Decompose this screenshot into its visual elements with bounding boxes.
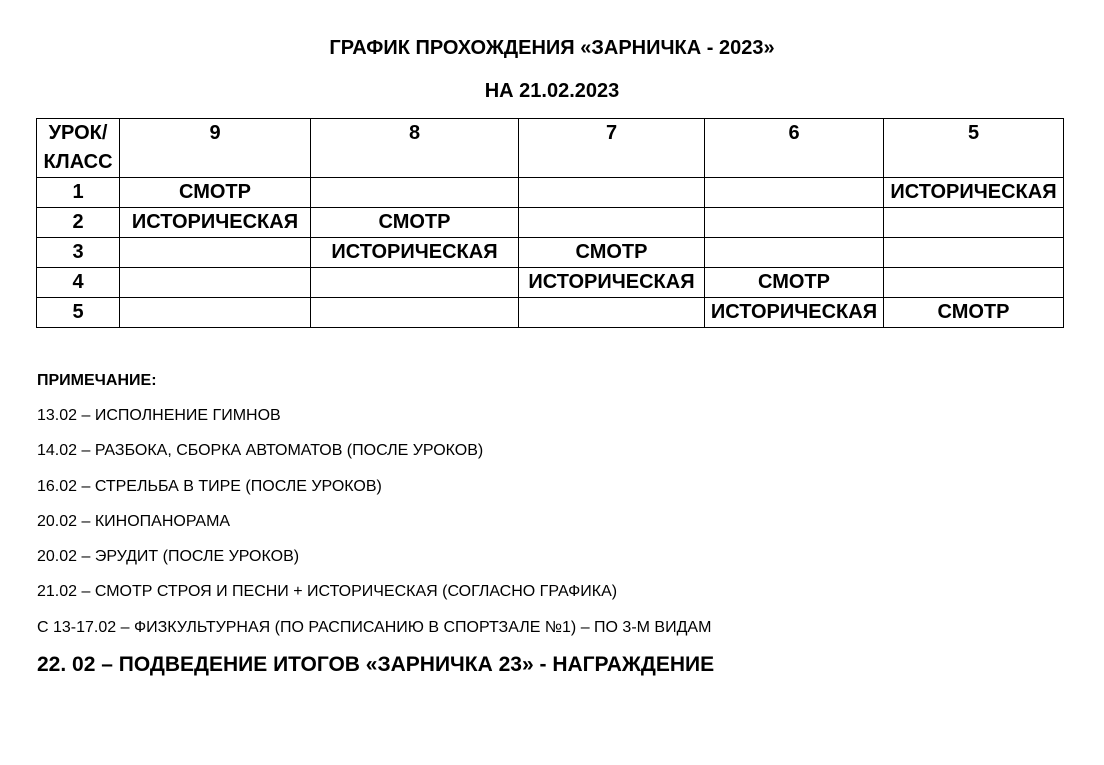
table-cell: ИСТОРИЧЕСКАЯ — [120, 208, 311, 238]
table-cell — [519, 178, 705, 208]
column-header-grade-8: 8 — [311, 119, 519, 178]
lesson-number-cell: 4 — [37, 268, 120, 298]
table-row — [37, 298, 1064, 328]
table-row — [37, 208, 1064, 238]
note-line: 13.02 – ИСПОЛНЕНИЕ ГИМНОВ — [37, 407, 281, 424]
table-cell: ИСТОРИЧЕСКАЯ — [519, 268, 705, 298]
table-cell — [705, 238, 884, 268]
column-header-grade-5: 5 — [884, 119, 1064, 178]
final-note: 22. 02 – ПОДВЕДЕНИЕ ИТОГОВ «ЗАРНИЧКА 23» - НАГРАЖДЕНИЕ — [37, 653, 715, 677]
lesson-number-cell: 2 — [37, 208, 120, 238]
table-row — [37, 238, 1064, 268]
lesson-number-cell: 1 — [37, 178, 120, 208]
note-line: 21.02 – СМОТР СТРОЯ И ПЕСНИ + ИСТОРИЧЕСКАЯ (СОГЛАСНО ГРАФИКА) — [37, 583, 618, 601]
table-cell — [120, 268, 311, 298]
note-line: 20.02 – ЭРУДИТ (ПОСЛЕ УРОКОВ) — [37, 548, 300, 566]
document-subtitle: НА 21.02.2023 — [484, 80, 620, 102]
document-title: ГРАФИК ПРОХОЖДЕНИЯ «ЗАРНИЧКА - 2023» — [329, 37, 775, 59]
table-cell: ИСТОРИЧЕСКАЯ — [884, 178, 1064, 208]
table-row — [37, 178, 1064, 208]
corner-header-cell — [37, 119, 120, 178]
table-cell: ИСТОРИЧЕСКАЯ — [311, 238, 519, 268]
table-cell — [311, 298, 519, 328]
notes-section — [37, 370, 1077, 678]
table-cell — [884, 238, 1064, 268]
table-cell: СМОТР — [884, 298, 1064, 328]
column-header-grade-6: 6 — [705, 119, 884, 178]
table-header-row — [37, 119, 1064, 178]
table-cell — [884, 208, 1064, 238]
lesson-number-cell: 5 — [37, 298, 120, 328]
table-row — [37, 268, 1064, 298]
table-cell — [705, 178, 884, 208]
table-cell: СМОТР — [705, 268, 884, 298]
note-line: 16.02 – СТРЕЛЬБА В ТИРЕ (ПОСЛЕ УРОКОВ) — [37, 477, 382, 495]
corner-header-line: КЛАСС — [43, 151, 113, 173]
table-cell — [311, 178, 519, 208]
note-line: 20.02 – КИНОПАНОРАМА — [37, 512, 231, 530]
corner-header-line: УРОК/ — [48, 122, 108, 144]
notes-heading: ПРИМЕЧАНИЕ: — [37, 372, 157, 389]
table-cell — [120, 238, 311, 268]
table-cell: СМОТР — [519, 238, 705, 268]
table-cell — [120, 298, 311, 328]
table-cell: СМОТР — [311, 208, 519, 238]
table-cell — [519, 208, 705, 238]
note-line: С 13-17.02 – ФИЗКУЛЬТУРНАЯ (ПО РАСПИСАНИЮ В СПОРТЗАЛЕ №1) – ПО 3-М ВИДАМ — [37, 618, 712, 636]
table-cell: СМОТР — [120, 178, 311, 208]
lesson-number-cell: 3 — [37, 238, 120, 268]
table-cell — [884, 268, 1064, 298]
schedule-table — [36, 118, 1064, 328]
note-line: 14.02 – РАЗБОКА, СБОРКА АВТОМАТОВ (ПОСЛЕ УРОКОВ) — [37, 442, 484, 460]
column-header-grade-7: 7 — [519, 119, 705, 178]
table-cell — [311, 268, 519, 298]
table-cell: ИСТОРИЧЕСКАЯ — [705, 298, 884, 328]
table-cell — [705, 208, 884, 238]
column-header-grade-9: 9 — [120, 119, 311, 178]
table-cell — [519, 298, 705, 328]
